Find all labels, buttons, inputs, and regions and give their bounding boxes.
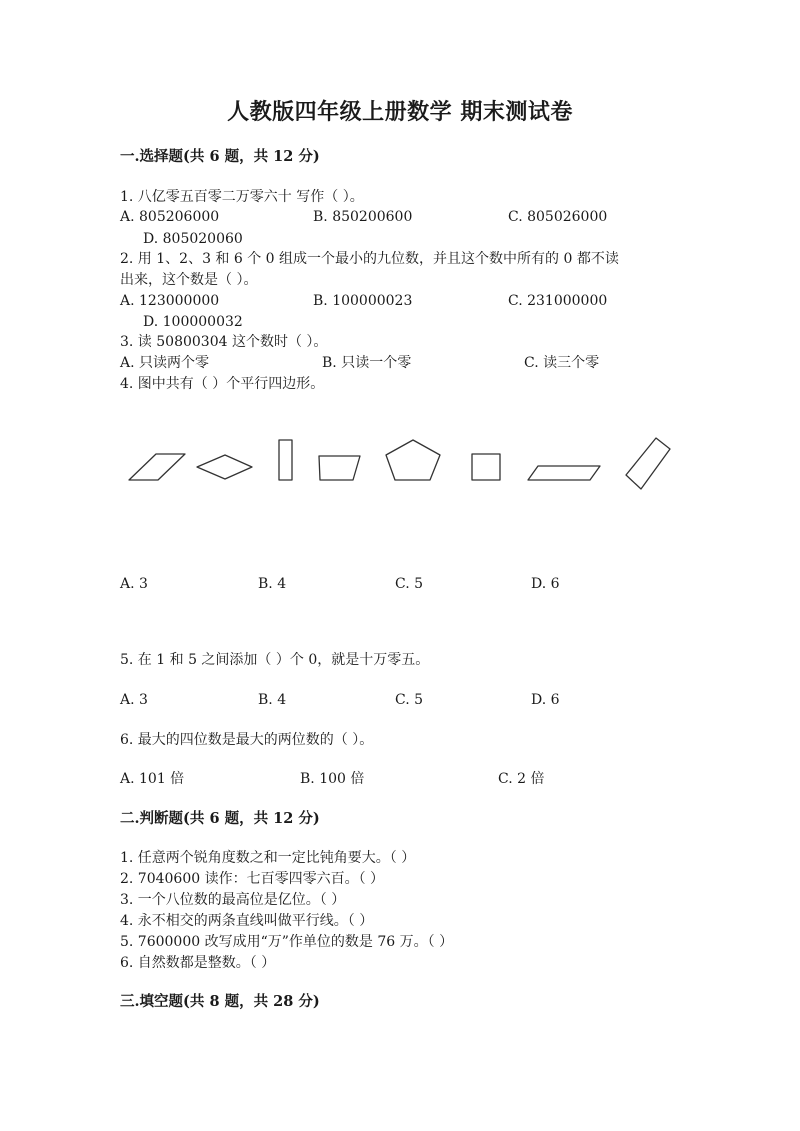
judgment-item-2: 2. 7040600 读作：七百零四零六百。（ ） xyxy=(120,871,385,887)
q2-option-b: B. 100000023 xyxy=(313,293,413,309)
judgment-item-3: 3. 一个八位数的最高位是亿位。（ ） xyxy=(120,892,346,908)
flat-parallelogram-shape xyxy=(528,466,600,480)
question-1: 1. 八亿零五百零二万零六十 写作（ ）。 xyxy=(120,189,364,205)
question-2-line-2: 出来，这个数是（ ）。 xyxy=(120,272,258,288)
square-shape xyxy=(472,454,500,480)
tilted-rectangle-shape xyxy=(626,438,670,489)
q2-option-a: A. 123000000 xyxy=(120,293,220,309)
q6-option-b: B. 100 倍 xyxy=(300,771,365,787)
shapes-figure xyxy=(120,430,680,500)
q2-option-d: D. 100000032 xyxy=(143,314,243,330)
trapezoid-shape xyxy=(319,456,360,480)
q4-option-a: A. 3 xyxy=(120,576,148,592)
judgment-item-6: 6. 自然数都是整数。（ ） xyxy=(120,955,276,971)
judgment-item-5: 5. 7600000 改写成用“万”作单位的数是 76 万。（ ） xyxy=(120,934,454,950)
q5-option-c: C. 5 xyxy=(395,692,424,708)
question-4: 4. 图中共有（ ）个平行四边形。 xyxy=(120,376,325,392)
section-heading-choice: 一.选择题(共 6 题，共 12 分) xyxy=(120,148,320,165)
q4-option-d: D. 6 xyxy=(531,576,560,592)
pentagon-shape xyxy=(386,440,440,480)
question-5: 5. 在 1 和 5 之间添加（ ）个 0，就是十万零五。 xyxy=(120,652,430,668)
section-heading-judgment: 二.判断题(共 6 题，共 12 分) xyxy=(120,810,320,827)
q4-option-b: B. 4 xyxy=(258,576,287,592)
q5-option-b: B. 4 xyxy=(258,692,287,708)
q6-option-a: A. 101 倍 xyxy=(120,771,185,787)
tall-rectangle-shape xyxy=(279,440,292,480)
q3-option-a: A. 只读两个零 xyxy=(120,355,210,371)
q4-option-c: C. 5 xyxy=(395,576,424,592)
q2-option-c: C. 231000000 xyxy=(508,293,608,309)
question-2-line-1: 2. 用 1、2、3 和 6 个 0 组成一个最小的九位数，并且这个数中所有的 0 都不读 xyxy=(120,251,619,267)
q3-option-b: B. 只读一个零 xyxy=(322,355,412,371)
page-title: 人教版四年级上册数学 期末测试卷 xyxy=(227,99,573,125)
rhombus-shape xyxy=(197,455,252,479)
q1-option-c: C. 805026000 xyxy=(508,209,608,225)
q1-option-a: A. 805206000 xyxy=(120,209,220,225)
question-6: 6. 最大的四位数是最大的两位数的（ ）。 xyxy=(120,732,374,748)
q6-option-c: C. 2 倍 xyxy=(498,771,545,787)
parallelogram-shape xyxy=(129,454,185,480)
question-3: 3. 读 50800304 这个数时（ ）。 xyxy=(120,334,328,350)
q3-option-c: C. 读三个零 xyxy=(524,355,600,371)
q5-option-d: D. 6 xyxy=(531,692,560,708)
q1-option-d: D. 805020060 xyxy=(143,231,243,247)
judgment-item-1: 1. 任意两个锐角度数之和一定比钝角要大。（ ） xyxy=(120,850,416,866)
q5-option-a: A. 3 xyxy=(120,692,148,708)
q1-option-b: B. 850200600 xyxy=(313,209,413,225)
judgment-item-4: 4. 永不相交的两条直线叫做平行线。（ ） xyxy=(120,913,374,929)
section-heading-fill-in: 三.填空题(共 8 题，共 28 分) xyxy=(120,993,320,1010)
